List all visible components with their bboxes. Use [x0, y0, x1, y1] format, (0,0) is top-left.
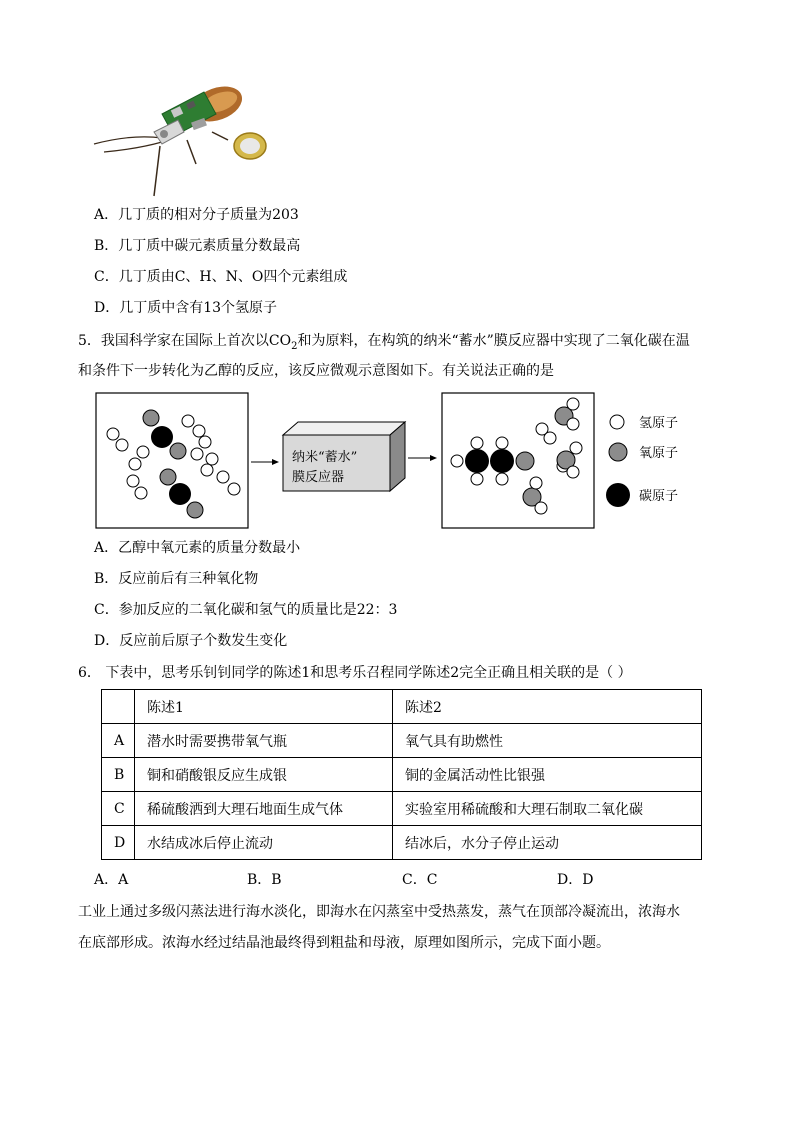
table-row — [102, 826, 702, 860]
q5-stem-line2: 和条件下一步转化为乙醇的反应，该反应微观示意图如下。有关说法正确的是 — [78, 363, 554, 379]
table-cell: 潜水时需要携带氧气瓶 — [135, 724, 393, 758]
reaction-diagram — [95, 390, 715, 532]
reactor-label-line1: 纳米“蓄水” — [292, 450, 358, 465]
q6-option-d: D．D — [557, 872, 594, 888]
table-cell: 氧气具有助燃性 — [393, 724, 702, 758]
reactor-label-line2: 膜反应器 — [292, 470, 345, 485]
table-cell: B — [102, 758, 135, 792]
table-header-cell: 陈述1 — [135, 690, 393, 724]
legend-hydrogen: 氢原子 — [639, 416, 679, 431]
q6-stem: 6． 下表中，思考乐钊钊同学的陈述1和思考乐召程同学陈述2完全正确且相关联的是（ ） — [78, 665, 632, 681]
reactants-box — [96, 393, 248, 528]
oxygen-legend-icon — [609, 443, 627, 461]
q6-option-b: B．B — [247, 872, 282, 888]
legend-oxygen: 氧原子 — [639, 446, 679, 461]
table-cell: 稀硫酸洒到大理石地面生成气体 — [135, 792, 393, 826]
q6-table — [101, 689, 702, 860]
q4-option-c: C．几丁质由C、H、N、O四个元素组成 — [94, 269, 348, 285]
table-cell: 结冰后，水分子停止运动 — [393, 826, 702, 860]
table-row — [102, 792, 702, 826]
q5-option-a: A．乙醇中氧元素的质量分数最小 — [94, 540, 301, 556]
table-cell: D — [102, 826, 135, 860]
table-cell: A — [102, 724, 135, 758]
q5-stem-part-a: 5．我国科学家在国际上首次以CO — [78, 333, 292, 349]
q4-option-a: A．几丁质的相对分子质量为203 — [94, 207, 299, 223]
q4-option-d: D．几丁质中含有13个氢原子 — [94, 300, 278, 316]
q6-option-c: C．C — [402, 872, 438, 888]
table-cell: C — [102, 792, 135, 826]
q5-option-d: D．反应前后原子个数发生变化 — [94, 633, 288, 649]
table-cell: 实验室用稀硫酸和大理石制取二氧化碳 — [393, 792, 702, 826]
q5-stem-part-b: 和为原料，在构筑的纳米“蓄水”膜反应器中实现了二氧化碳在温 — [297, 333, 690, 349]
q5-option-c: C．参加反应的二氧化碳和氢气的质量比是22：3 — [94, 602, 398, 618]
q5-stem-subscript: 2 — [291, 340, 298, 352]
table-row — [102, 758, 702, 792]
legend-carbon: 碳原子 — [639, 489, 679, 504]
intro-line1: 工业上通过多级闪蒸法进行海水淡化，即海水在闪蒸室中受热蒸发，蒸气在顶部冷凝流出，浓海水 — [78, 904, 680, 920]
hydrogen-legend-icon — [610, 415, 624, 429]
table-row — [102, 724, 702, 758]
table-header-cell: 陈述2 — [393, 690, 702, 724]
carbon-legend-icon — [606, 483, 630, 507]
table-cell: 水结成冰后停止流动 — [135, 826, 393, 860]
table-cell: 铜和硝酸银反应生成银 — [135, 758, 393, 792]
table-header-row — [102, 690, 702, 724]
table-cell: 铜的金属活动性比银强 — [393, 758, 702, 792]
q5-option-b: B．反应前后有三种氧化物 — [94, 571, 259, 587]
table-header-cell — [102, 690, 135, 724]
q4-option-b: B．几丁质中碳元素质量分数最高 — [94, 238, 301, 254]
q6-option-a: A．A — [94, 872, 129, 888]
robot-cockroach-image — [92, 74, 272, 199]
intro-line2: 在底部形成。浓海水经过结晶池最终得到粗盐和母液，原理如图所示，完成下面小题。 — [78, 935, 610, 951]
q5-stem-line1 — [78, 332, 690, 356]
